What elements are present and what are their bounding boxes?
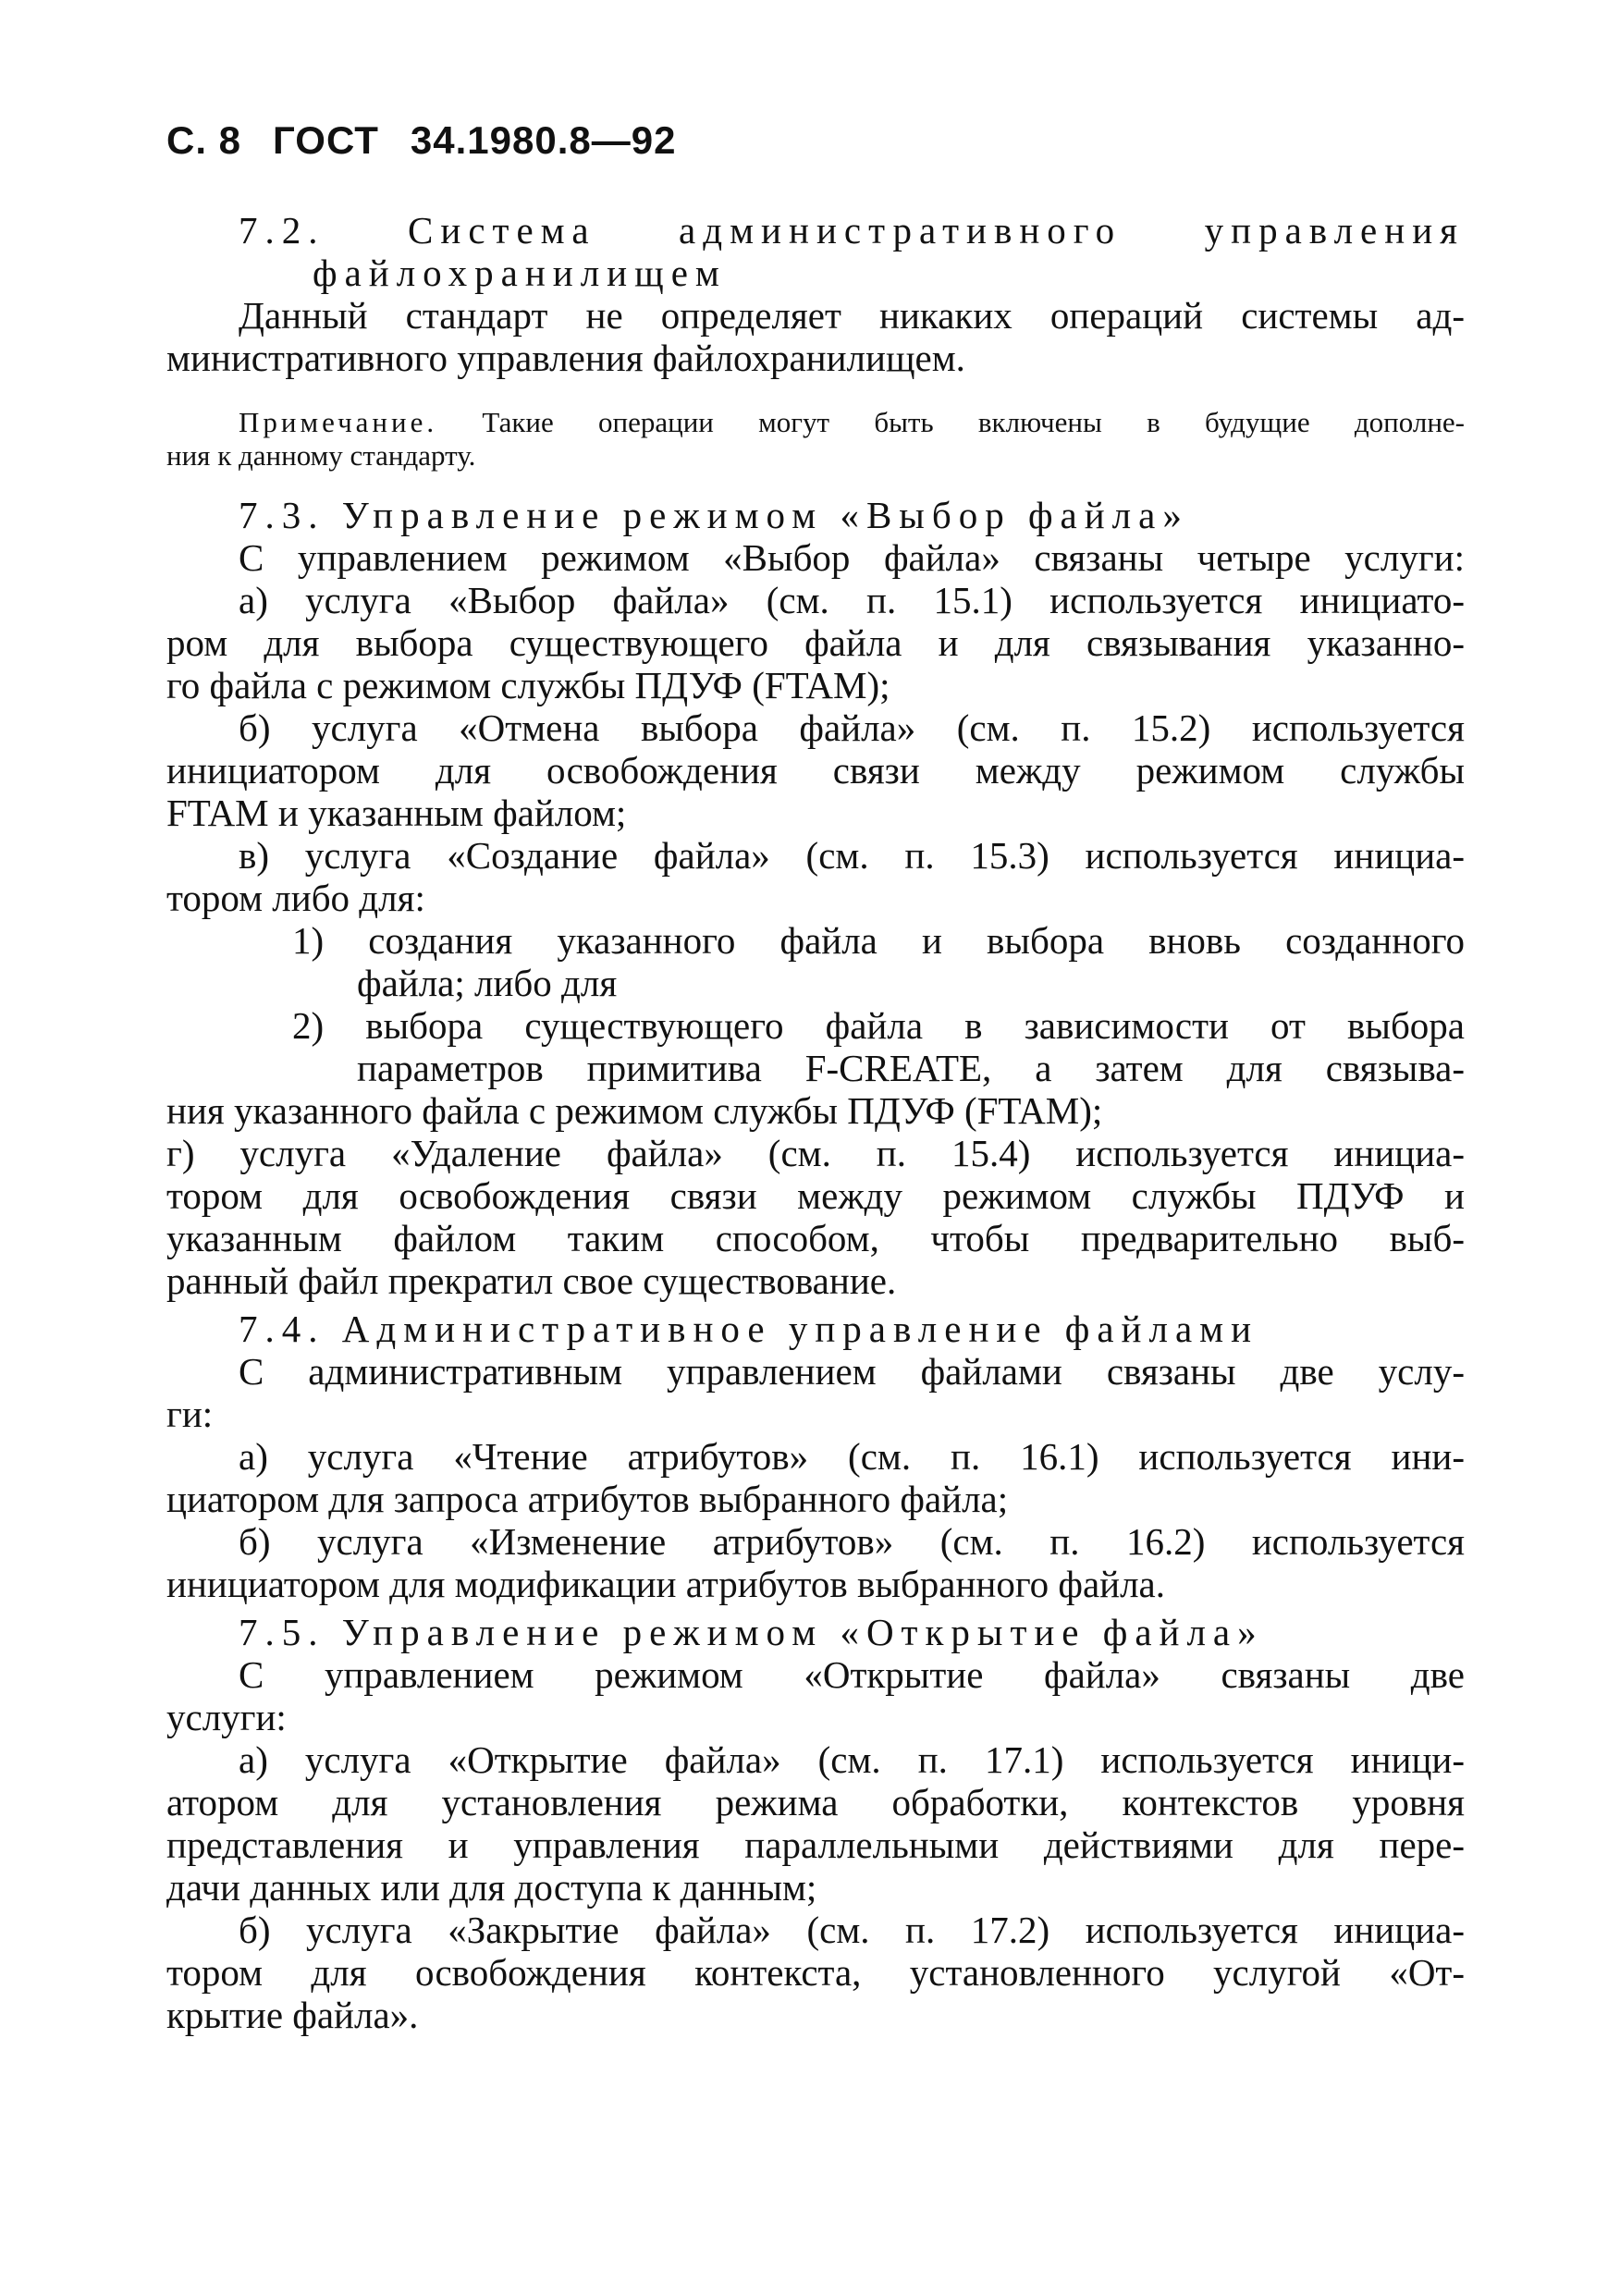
section-7-5-line: дачи данных или для доступа к данным; xyxy=(166,1866,817,1909)
section-7-3-line: ния указанного файла с режимом службы ПДУФ (FTAM); xyxy=(166,1089,1103,1132)
section-7-2-para-line: Данный стандарт не определяет никаких операций системы ад- xyxy=(239,294,1465,337)
section-7-3-line: тором для освобождения связи между режимом службы ПДУФ и xyxy=(166,1174,1465,1217)
section-7-3-line: го файла с режимом службы ПДУФ (FTAM); xyxy=(166,664,890,706)
note-text: Такие операции могут быть включены в будущие дополне- xyxy=(437,406,1465,438)
section-7-3-line: в) услуга «Создание файла» (см. п. 15.3) используется инициа- xyxy=(239,834,1465,877)
section-7-5-line: а) услуга «Открытие файла» (см. п. 17.1) используется иници- xyxy=(239,1738,1465,1781)
section-7-3-line: 1) создания указанного файла и выбора вновь созданного xyxy=(292,919,1465,962)
section-7-3-line: указанным файлом таким способом, чтобы предварительно выб- xyxy=(166,1217,1465,1259)
section-7-2-title: 7.2. Система административного управления xyxy=(239,209,1465,252)
section-7-3-line: параметров примитива F-CREATE, а затем для связыва- xyxy=(357,1047,1465,1089)
section-7-4-line: инициатором для модификации атрибутов выбранного файла. xyxy=(166,1563,1165,1605)
section-7-3-line: С управлением режимом «Выбор файла» связаны четыре услуги: xyxy=(239,536,1465,579)
section-7-3-line: файла; либо для xyxy=(357,962,618,1004)
section-7-3-line: тором либо для: xyxy=(166,877,425,919)
note-line-cont: ния к данному стандарту. xyxy=(166,439,476,472)
section-7-5-line: атором для установления режима обработки, контекстов уровня xyxy=(166,1781,1465,1823)
section-7-3-line: б) услуга «Отмена выбора файла» (см. п. 15.2) используется xyxy=(239,706,1465,749)
section-7-4-line: С административным управлением файлами связаны две услу- xyxy=(239,1350,1465,1393)
section-7-5-line: тором для освобождения контекста, установленного услугой «От- xyxy=(166,1951,1465,1994)
section-7-3-line: инициатором для освобождения связи между режимом службы xyxy=(166,749,1465,792)
note-label: Примечание. xyxy=(239,406,438,438)
section-7-3-line: ром для выбора существующего файла и для связывания указанно- xyxy=(166,621,1465,664)
section-7-5-title: 7.5. Управление режимом «Открытие файла» xyxy=(239,1611,1264,1653)
section-7-5-line: услуги: xyxy=(166,1696,287,1738)
section-7-4-line: ги: xyxy=(166,1393,214,1435)
section-7-3-line: FTAM и указанным файлом; xyxy=(166,792,627,834)
section-7-2-para-line: министративного управления файлохранилищем. xyxy=(166,337,965,379)
section-7-2-title-cont: файлохранилищем xyxy=(313,252,727,294)
section-7-5-line: представления и управления параллельными действиями для пере- xyxy=(166,1823,1465,1866)
section-7-3-line: 2) выбора существующего файла в зависимости от выбора xyxy=(292,1004,1465,1047)
page-header xyxy=(166,118,707,163)
standard-number: 34.1980.8—92 xyxy=(410,118,677,162)
section-7-4-line: циатором для запроса атрибутов выбранного файла; xyxy=(166,1478,1009,1520)
section-7-3-title: 7.3. Управление режимом «Выбор файла» xyxy=(239,494,1189,536)
section-7-3-line: ранный файл прекратил свое существование. xyxy=(166,1259,897,1302)
section-7-5-line: б) услуга «Закрытие файла» (см. п. 17.2) используется инициа- xyxy=(239,1909,1465,1951)
standard-label: ГОСТ xyxy=(273,118,379,162)
section-7-4-line: б) услуга «Изменение атрибутов» (см. п. 16.2) используется xyxy=(239,1520,1465,1563)
section-7-5-line: крытие файла». xyxy=(166,1994,419,2036)
section-7-5-line: С управлением режимом «Открытие файла» связаны две xyxy=(239,1653,1465,1696)
section-7-4-title: 7.4. Административное управление файлами xyxy=(239,1308,1259,1350)
page-number: С. 8 xyxy=(166,118,242,162)
section-7-4-line: а) услуга «Чтение атрибутов» (см. п. 16.1) используется ини- xyxy=(239,1435,1465,1478)
section-7-3-line: г) услуга «Удаление файла» (см. п. 15.4) используется инициа- xyxy=(166,1132,1465,1174)
section-7-3-line: а) услуга «Выбор файла» (см. п. 15.1) используется инициато- xyxy=(239,579,1465,621)
